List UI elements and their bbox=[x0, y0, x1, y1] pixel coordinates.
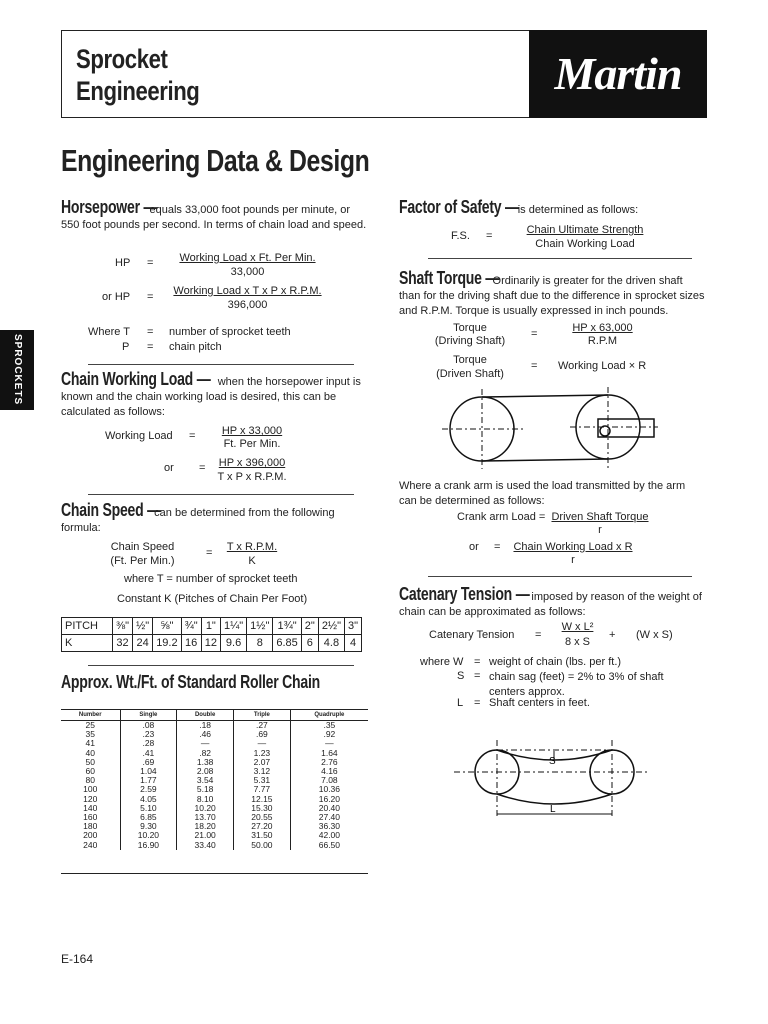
side-tab-label: SPROCKETS bbox=[12, 334, 23, 406]
table-cell: — bbox=[234, 739, 291, 748]
torque-driving-label-2: (Driving Shaft) bbox=[434, 335, 506, 347]
chain-speed-where: where T = number of sprocket teeth bbox=[124, 573, 298, 585]
hp-formula-numerator: Working Load x Ft. Per Min. bbox=[179, 252, 316, 264]
pitch-cell: 1" bbox=[201, 618, 220, 635]
shaft-torque-section bbox=[399, 268, 705, 319]
table-cell: .82 bbox=[177, 749, 234, 758]
table-cell: 120 bbox=[83, 793, 98, 804]
chain-speed-denominator: K bbox=[248, 555, 256, 567]
table-cell: 180 bbox=[83, 821, 98, 832]
where-s-label: S bbox=[457, 670, 465, 682]
chain-speed-eq: = bbox=[206, 547, 213, 559]
catenary-section bbox=[399, 584, 705, 620]
catenary-label: Catenary Tension bbox=[429, 629, 515, 641]
table-cell: 33.40 bbox=[177, 841, 234, 850]
chain-speed-section bbox=[61, 500, 371, 536]
working-load-numerator: HP x 33,000 bbox=[221, 425, 283, 437]
column-header: Quadruple bbox=[290, 710, 368, 721]
hp-eq: = bbox=[147, 257, 154, 269]
table-cell: 4.05 bbox=[120, 795, 177, 804]
table-cell: 160 bbox=[83, 812, 98, 823]
k-cell: 4.8 bbox=[318, 635, 344, 652]
column-header: Double bbox=[177, 710, 234, 721]
where-s-definition: chain sag (feet) = 2% to 3% of shaft centers approx. bbox=[489, 671, 664, 698]
table-cell: .28 bbox=[120, 739, 177, 748]
table-cell: .69 bbox=[234, 730, 291, 739]
where-p-definition: chain pitch bbox=[169, 341, 222, 353]
table-cell: 35 bbox=[85, 729, 95, 740]
pitch-cell: 3" bbox=[345, 618, 362, 635]
where-w-definition: weight of chain (lbs. per ft.) bbox=[489, 656, 622, 668]
crank-or-eq: = bbox=[494, 541, 501, 553]
table-cell: 2.76 bbox=[290, 758, 368, 767]
table-cell: 7.08 bbox=[290, 776, 368, 785]
table-cell: 7.77 bbox=[234, 785, 291, 794]
k-cell: 16 bbox=[181, 635, 201, 652]
fs-denominator: Chain Working Load bbox=[535, 238, 635, 250]
table-cell: 50.00 bbox=[234, 841, 291, 850]
catenary-extra-term: (W x S) bbox=[636, 629, 673, 641]
or-numerator: HP x 396,000 bbox=[218, 457, 286, 469]
pitch-cell: 1¼" bbox=[220, 618, 246, 635]
crank-arm-text: Where a crank arm is used the load transmitted by the arm can be determined as follows: bbox=[399, 480, 686, 507]
k-cell: 4 bbox=[345, 635, 362, 652]
torque-driving-numerator: HP x 63,000 bbox=[572, 322, 633, 334]
chain-sag-bottom bbox=[497, 794, 612, 804]
crank-or-label: or bbox=[469, 541, 479, 553]
divider bbox=[88, 665, 354, 666]
table-cell: .08 bbox=[120, 721, 177, 731]
chain-bottom-line bbox=[482, 459, 608, 461]
column-header: Single bbox=[120, 710, 177, 721]
hp-label: HP bbox=[115, 257, 131, 269]
table-cell: 3.12 bbox=[234, 767, 291, 776]
where-t-definition: number of sprocket teeth bbox=[169, 326, 291, 338]
pitch-cell: 2" bbox=[301, 618, 318, 635]
weight-table-body bbox=[61, 721, 368, 850]
horsepower-text: equals 33,000 foot pounds per minute, or 550 foot pounds per second. In terms of chain load and speed. bbox=[61, 204, 367, 231]
pitch-cell: ⅜" bbox=[113, 618, 133, 635]
pitch-cell: 2½" bbox=[318, 618, 344, 635]
catenary-numerator: W x L² bbox=[561, 621, 594, 633]
table-cell: 41 bbox=[85, 738, 95, 749]
divider bbox=[88, 364, 354, 365]
column-header: Triple bbox=[234, 710, 291, 721]
k-cell: 32 bbox=[113, 635, 133, 652]
working-load-eq: = bbox=[189, 430, 196, 442]
k-cell: 8 bbox=[247, 635, 273, 652]
table-cell: — bbox=[290, 739, 368, 748]
table-cell: 5.31 bbox=[234, 776, 291, 785]
torque-driving-denominator: R.P.M bbox=[587, 335, 618, 347]
pitch-row bbox=[62, 618, 362, 635]
table-cell: 200 bbox=[83, 830, 98, 841]
table-cell: 27.20 bbox=[234, 822, 291, 831]
table-cell: 10.20 bbox=[177, 804, 234, 813]
where-t-label: Where T bbox=[88, 326, 130, 338]
catenary-denominator: 8 x S bbox=[564, 636, 591, 648]
table-cell: .35 bbox=[290, 721, 368, 731]
crank-arm-shape bbox=[598, 419, 654, 437]
table-row bbox=[61, 841, 368, 850]
chain-top-line bbox=[482, 395, 608, 397]
weight-table-heading: Approx. Wt./Ft. of Standard Roller Chain bbox=[61, 672, 320, 692]
table-cell: 36.30 bbox=[290, 822, 368, 831]
where-p-eq: = bbox=[147, 341, 154, 353]
divider bbox=[428, 576, 692, 577]
table-cell: 21.00 bbox=[177, 831, 234, 840]
weight-table-section bbox=[61, 672, 393, 693]
chain-working-load-text: when the horsepower input is known and the chain working load is desired, this can be calculated as follows: bbox=[61, 376, 361, 418]
catenary-eq: = bbox=[535, 629, 542, 641]
k-cell: 24 bbox=[133, 635, 153, 652]
k-cell: 6.85 bbox=[273, 635, 301, 652]
table-cell: 140 bbox=[83, 802, 98, 813]
where-w-eq: = bbox=[474, 656, 481, 668]
table-cell: 4.16 bbox=[290, 767, 368, 776]
hp-formula-denominator: 33,000 bbox=[230, 266, 265, 278]
factor-of-safety-text: is determined as follows: bbox=[514, 204, 639, 216]
table-cell: 9.30 bbox=[120, 822, 177, 831]
table-cell: 40 bbox=[85, 747, 95, 758]
torque-driven-label-2: (Driven Shaft) bbox=[436, 368, 504, 380]
chain-speed-label-2: (Ft. Per Min.) bbox=[110, 555, 175, 567]
table-cell: 240 bbox=[83, 839, 98, 850]
k-cell: 6 bbox=[301, 635, 318, 652]
table-cell: 5.18 bbox=[177, 785, 234, 794]
weight-table-header bbox=[61, 710, 368, 721]
or-hp-numerator: Working Load x T x P x R.P.M. bbox=[173, 285, 322, 297]
k-row bbox=[62, 635, 362, 652]
factor-of-safety-section bbox=[399, 197, 699, 218]
pitch-cell: ⅝" bbox=[153, 618, 181, 635]
table-cell: .69 bbox=[120, 758, 177, 767]
table-cell: 60 bbox=[85, 766, 95, 777]
table-cell: 3.54 bbox=[177, 776, 234, 785]
horsepower-heading: Horsepower — bbox=[61, 197, 158, 217]
table-cell: 1.38 bbox=[177, 758, 234, 767]
column-header: Number bbox=[61, 710, 120, 721]
page-title: Engineering Data & Design bbox=[61, 143, 370, 178]
k-cell: 19.2 bbox=[153, 635, 181, 652]
table-cell: 12.15 bbox=[234, 795, 291, 804]
working-load-denominator: Ft. Per Min. bbox=[223, 438, 281, 450]
table-cell: 31.50 bbox=[234, 831, 291, 840]
table-cell: 66.50 bbox=[290, 841, 368, 850]
torque-driven-label-1: Torque bbox=[453, 354, 487, 366]
where-w-label: where W bbox=[420, 656, 464, 668]
table-bottom-rule bbox=[61, 873, 368, 874]
table-cell: 10.20 bbox=[120, 831, 177, 840]
table-cell: 8.10 bbox=[177, 795, 234, 804]
header-title bbox=[76, 43, 199, 107]
header-title-line1: Sprocket bbox=[76, 44, 168, 74]
divider bbox=[428, 258, 692, 259]
crank-arm-label: Crank arm Load = bbox=[457, 511, 546, 523]
or-hp-label: or HP bbox=[102, 291, 131, 303]
fs-eq: = bbox=[486, 230, 493, 242]
table-cell: 6.85 bbox=[120, 813, 177, 822]
table-cell: .92 bbox=[290, 730, 368, 739]
table-cell: 80 bbox=[85, 775, 95, 786]
fs-label: F.S. bbox=[451, 230, 470, 242]
table-cell: 20.40 bbox=[290, 804, 368, 813]
horsepower-section bbox=[61, 197, 371, 233]
where-s-eq: = bbox=[474, 670, 481, 682]
or-denominator: T x P x R.P.M. bbox=[217, 471, 287, 483]
pitch-row-label: PITCH bbox=[62, 618, 113, 635]
table-cell: 1.77 bbox=[120, 776, 177, 785]
constant-k-label: Constant K (Pitches of Chain Per Foot) bbox=[117, 593, 308, 605]
table-row bbox=[61, 730, 368, 739]
table-cell: 2.59 bbox=[120, 785, 177, 794]
pitch-cell: ¾" bbox=[181, 618, 201, 635]
factor-of-safety-heading: Factor of Safety — bbox=[399, 197, 519, 217]
table-cell: 42.00 bbox=[290, 831, 368, 840]
table-row bbox=[61, 721, 368, 731]
chain-working-load-section bbox=[61, 369, 371, 420]
catenary-heading: Catenary Tension — bbox=[399, 584, 530, 604]
header-title-line2: Engineering bbox=[76, 76, 200, 106]
crank-arm-denominator: r bbox=[598, 524, 602, 536]
diagram-l-label: L bbox=[550, 804, 556, 815]
pitch-cell: 1¾" bbox=[273, 618, 301, 635]
k-cell: 12 bbox=[201, 635, 220, 652]
working-load-label: Working Load bbox=[105, 430, 173, 442]
table-cell: 100 bbox=[83, 784, 98, 795]
table-cell: 2.07 bbox=[234, 758, 291, 767]
catenary-diagram bbox=[452, 730, 652, 820]
or-eq: = bbox=[199, 462, 206, 474]
table-cell: — bbox=[177, 739, 234, 748]
pitch-k-table bbox=[61, 617, 362, 652]
table-cell: 15.30 bbox=[234, 804, 291, 813]
k-row-label: K bbox=[62, 635, 113, 652]
or-label: or bbox=[164, 462, 174, 474]
where-t-eq: = bbox=[147, 326, 154, 338]
table-cell: 20.55 bbox=[234, 813, 291, 822]
table-cell: 16.20 bbox=[290, 795, 368, 804]
or-hp-eq: = bbox=[147, 291, 154, 303]
table-cell: 13.70 bbox=[177, 813, 234, 822]
table-cell: 18.20 bbox=[177, 822, 234, 831]
shaft-torque-text: Ordinarily is greater for the driven shaft than for the driving shaft due to the difference in sprocket sizes and R.P.M. Torque is usually expressed in inch pounds. bbox=[399, 275, 705, 317]
table-cell: 2.08 bbox=[177, 767, 234, 776]
diagram-s-label: S bbox=[549, 756, 556, 767]
catenary-text: imposed by reason of the weight of chain can be approximated as follows: bbox=[399, 591, 702, 618]
chain-speed-label-1: Chain Speed bbox=[110, 541, 175, 553]
where-l-label: L bbox=[457, 697, 464, 709]
table-cell: .46 bbox=[177, 730, 234, 739]
chain-speed-text: can be determined from the following formula: bbox=[61, 507, 335, 534]
table-cell: .23 bbox=[120, 730, 177, 739]
crank-or-denominator: r bbox=[571, 554, 575, 566]
chain-speed-numerator: T x R.P.M. bbox=[226, 541, 278, 553]
where-l-definition: Shaft centers in feet. bbox=[489, 697, 590, 709]
chain-working-load-heading: Chain Working Load — bbox=[61, 369, 211, 389]
table-cell: .27 bbox=[234, 721, 291, 731]
page-number: E-164 bbox=[61, 952, 94, 966]
table-cell: 50 bbox=[85, 756, 95, 767]
catenary-plus: + bbox=[609, 629, 616, 641]
crank-arm-numerator: Driven Shaft Torque bbox=[551, 511, 649, 523]
divider bbox=[88, 494, 354, 495]
table-cell: 16.90 bbox=[120, 841, 177, 850]
pitch-cell: ½" bbox=[133, 618, 153, 635]
crank-or-numerator: Chain Working Load x R bbox=[513, 541, 633, 553]
table-cell: .41 bbox=[120, 749, 177, 758]
martin-logo: Martin bbox=[554, 48, 682, 99]
pitch-cell: 1½" bbox=[247, 618, 273, 635]
shaft-torque-heading: Shaft Torque — bbox=[399, 268, 500, 288]
where-l-eq: = bbox=[474, 697, 481, 709]
torque-driving-label-1: Torque bbox=[453, 322, 487, 334]
table-cell: 5.10 bbox=[120, 804, 177, 813]
crank-arm-diagram bbox=[440, 385, 660, 475]
torque-driven-eq: = bbox=[531, 360, 538, 372]
k-cell: 9.6 bbox=[220, 635, 246, 652]
torque-driven-rhs: Working Load × R bbox=[558, 360, 647, 372]
table-cell: 1.23 bbox=[234, 749, 291, 758]
table-cell: 25 bbox=[85, 720, 95, 730]
fs-numerator: Chain Ultimate Strength bbox=[526, 224, 644, 236]
or-hp-denominator: 396,000 bbox=[227, 299, 268, 311]
torque-driving-eq: = bbox=[531, 328, 538, 340]
where-p-label: P bbox=[122, 341, 130, 353]
chain-speed-heading: Chain Speed — bbox=[61, 500, 161, 520]
table-cell: .18 bbox=[177, 721, 234, 731]
table-cell: 1.04 bbox=[120, 767, 177, 776]
table-cell: 1.64 bbox=[290, 749, 368, 758]
table-cell: 27.40 bbox=[290, 813, 368, 822]
weight-table bbox=[61, 709, 368, 850]
table-cell: 10.36 bbox=[290, 785, 368, 794]
